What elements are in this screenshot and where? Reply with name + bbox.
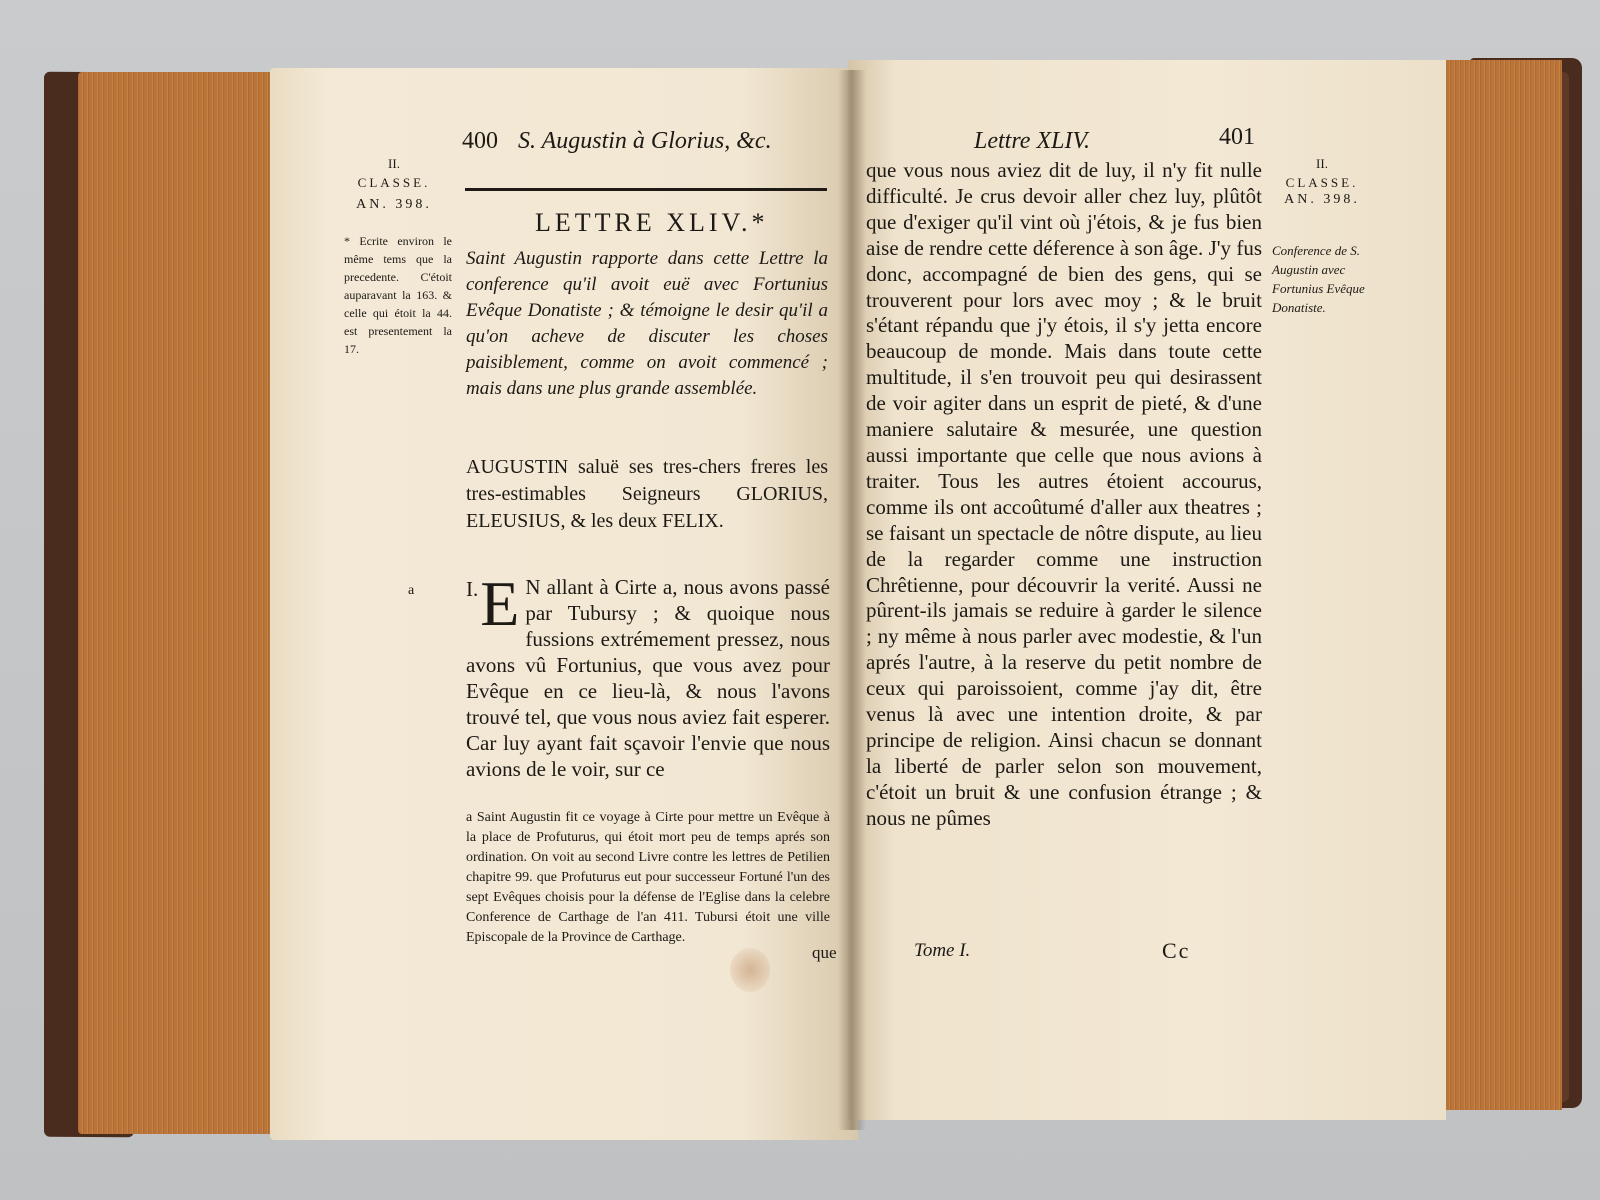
drop-cap: E	[480, 568, 520, 639]
footnote: a Saint Augustin fit ce voyage à Cirte pour mettre un Evêque à la place de Profuturus, qui étoit mort peu de temps aprés son ordination. On voit au second Livre contre les lettres de Petilien chapitre 99. que Profuturus eut pour successeur Fortuné l'un des sept Evêques choisis pour la défense de l'Eglise dans la celebre Conference de Carthage de l'an 411. Tubursi étoit une ville Episcopale de la Province de Carthage.	[466, 810, 830, 945]
right-classe-line2: CLASSE.	[1285, 175, 1359, 190]
right-page-block-edge	[1440, 60, 1562, 1110]
left-page-block-edge	[78, 72, 288, 1134]
right-page-number: 401	[1219, 124, 1255, 150]
left-classe-line2: CLASSE.	[357, 175, 431, 190]
left-running-title: S. Augustin à Glorius, &c.	[518, 128, 772, 154]
letter-summary: Saint Augustin rapporte dans cette Lettre la conference qu'il avoit euë avec Fortunius Evêque Donatiste ; & témoigne le desir qu'il a qu'on acheve de discuter les choses paisiblement, comme on avoit commencé ; mais dans une plus grande assemblée.	[466, 248, 828, 399]
header-rule	[465, 188, 827, 191]
left-body-text	[466, 568, 830, 782]
catchword: que	[812, 943, 837, 962]
right-margin-year: AN. 398.	[1284, 192, 1360, 207]
signature-mark: Cc	[1162, 938, 1191, 963]
left-body-paragraph: N allant à Cirte a, nous avons passé par Tubursy ; & quoique nous fussions extrémement pressez, nous avons vû Fortunius, que vous avez pour Evêque en ce lieu-là, & nous l'avons trouvé tel, que vous nous aviez fait esperer. Car luy ayant fait sçavoir l'envie que nous avions de le voir, sur ce	[466, 575, 830, 781]
paragraph-number: I.	[466, 577, 479, 601]
paper-stain	[730, 948, 770, 992]
left-page-number: 400	[462, 128, 498, 154]
left-classe-line1: II.	[388, 156, 400, 171]
right-side-note: Conference de S. Augustin avec Fortunius Evêque Donatiste.	[1272, 243, 1365, 315]
right-running-head: Lettre XLIV.	[974, 128, 1091, 154]
tome-label: Tome I.	[914, 940, 971, 961]
gutter-shadow	[838, 70, 866, 1130]
left-margin-year: AN. 398.	[356, 197, 432, 212]
salutation: AUGUSTIN saluë ses tres-chers freres les tres-estimables Seigneurs GLORIUS, ELEUSIUS, & les deux FELIX.	[466, 456, 828, 532]
left-running-head	[462, 128, 772, 155]
letter-title: LETTRE XLIV.*	[535, 208, 769, 237]
right-margin-classe	[1272, 154, 1372, 192]
left-margin-classe	[344, 154, 444, 192]
right-body-text: que vous nous aviez dit de luy, il n'y fit nulle difficulté. Je crus devoir aller chez luy, plûtôt que d'exiger qu'il vint où j'étois, & je fus bien aise de rendre cette déference à son âge. J'y fus donc, accompagné de bien des gens, qui se trouverent pour lors avec moy ; & le bruit s'étant répandu que j'y étois, il s'y jetta encore beaucoup de monde. Mais dans toute cette multitude, il s'en trouvoit peu qui desirassent de voir agiter dans un esprit de pieté, & d'une maniere salutaire & mesurée, une question aussi importante que celle que nous avions à traiter. Tous les autres étoient accourus, comme ils ont accoûtumé d'aller aux theatres ; se faisant un spectacle de nôtre dispute, au lieu de la regarder comme une instruction Chrêtienne, pour découvrir la verité. Aussi ne pûrent-ils jamais se reduire à garder le silence ; ny même à nous parler avec modestie, & l'un aprés l'autre, à la reserve du petit nombre de ceux qui paroissoient, comme j'ay dit, être venus là avec une intention droite, & par principe de religion. Ainsi chacun se donnant la liberté de parler selon son mouvement, c'étoit un bruit & une confusion étrange ; & nous ne pûmes	[866, 158, 1262, 830]
margin-footnote-marker: a	[408, 583, 415, 598]
right-classe-line1: II.	[1316, 156, 1328, 171]
left-margin-note: * Ecrite environ le même tems que la precedente. C'étoit auparavant la 163. & celle qui étoit la 44. est presentement la 17.	[344, 234, 452, 356]
